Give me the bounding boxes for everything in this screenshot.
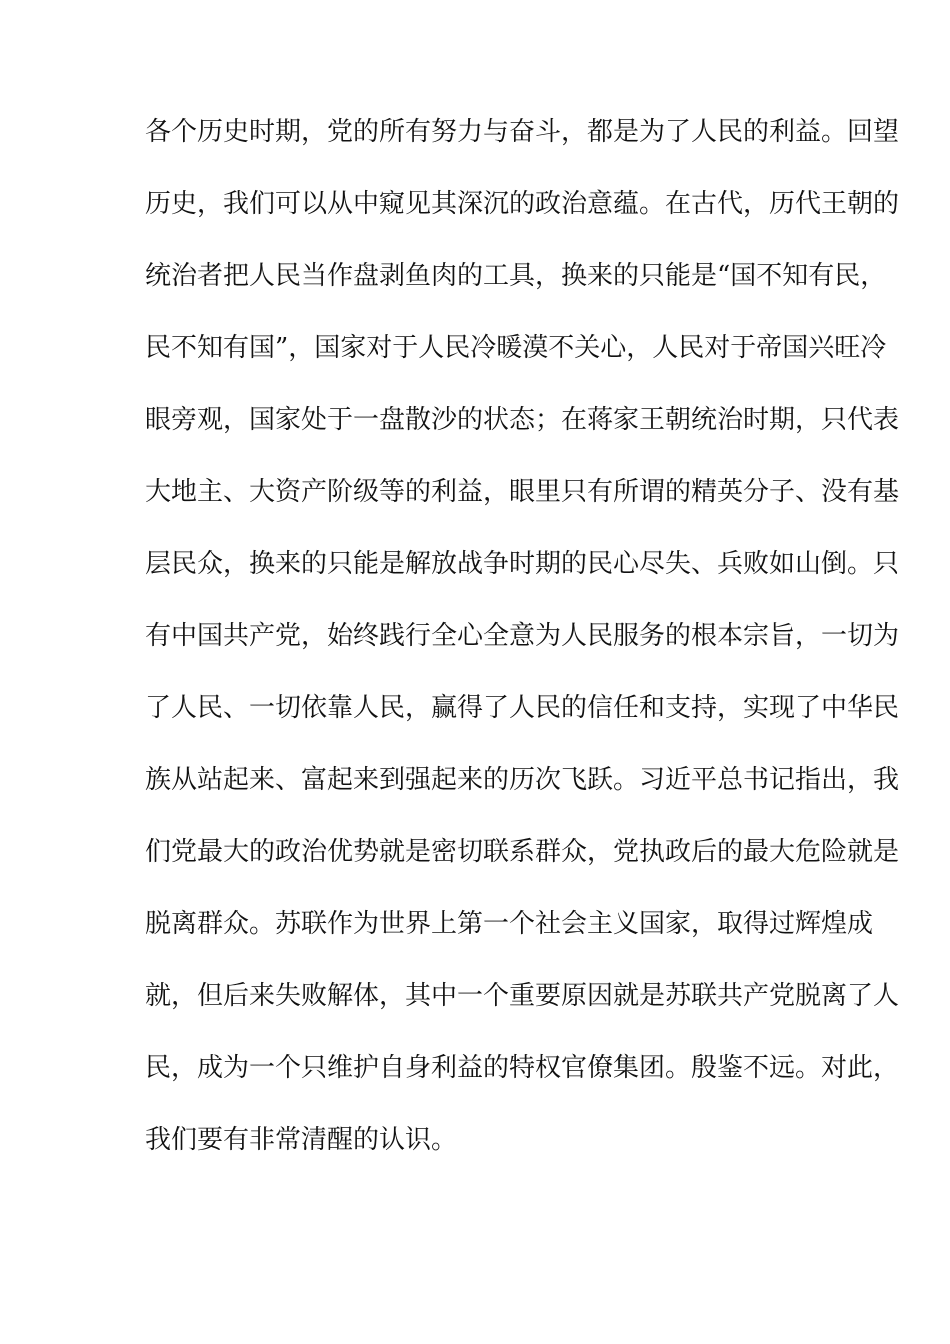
text-line: 有中国共产党，始终践行全心全意为人民服务的根本宗旨，一切为 xyxy=(145,621,900,651)
text-line: 了人民、一切依靠人民，赢得了人民的信任和支持，实现了中华民 xyxy=(145,693,900,723)
text-line: 统治者把人民当作盘剥鱼肉的工具，换来的只能是“国不知有民， xyxy=(145,261,887,291)
text-line: 民，成为一个只维护自身利益的特权官僚集团。殷鉴不远。对此， xyxy=(145,1053,900,1083)
text-line: 就，但后来失败解体，其中一个重要原因就是苏联共产党脱离了人 xyxy=(145,981,900,1011)
text-line: 民不知有国”，国家对于人民冷暖漠不关心，人民对于帝国兴旺冷 xyxy=(145,333,887,363)
text-line: 各个历史时期，党的所有努力与奋斗，都是为了人民的利益。回望 xyxy=(145,117,900,147)
text-line: 眼旁观，国家处于一盘散沙的状态；在蒋家王朝统治时期，只代表 xyxy=(145,405,900,435)
text-line: 们党最大的政治优势就是密切联系群众，党执政后的最大危险就是 xyxy=(145,837,900,867)
text-line: 历史，我们可以从中窥见其深沉的政治意蕴。在古代，历代王朝的 xyxy=(145,189,900,219)
body-paragraph xyxy=(145,117,900,1199)
text-line: 我们要有非常清醒的认识。 xyxy=(145,1125,458,1155)
text-line: 脱离群众。苏联作为世界上第一个社会主义国家，取得过辉煌成 xyxy=(145,909,874,939)
text-line: 层民众，换来的只能是解放战争时期的民心尽失、兵败如山倒。只 xyxy=(145,549,900,579)
text-line: 族从站起来、富起来到强起来的历次飞跃。习近平总书记指出，我 xyxy=(145,765,900,795)
text-line: 大地主、大资产阶级等的利益，眼里只有所谓的精英分子、没有基 xyxy=(145,477,900,507)
